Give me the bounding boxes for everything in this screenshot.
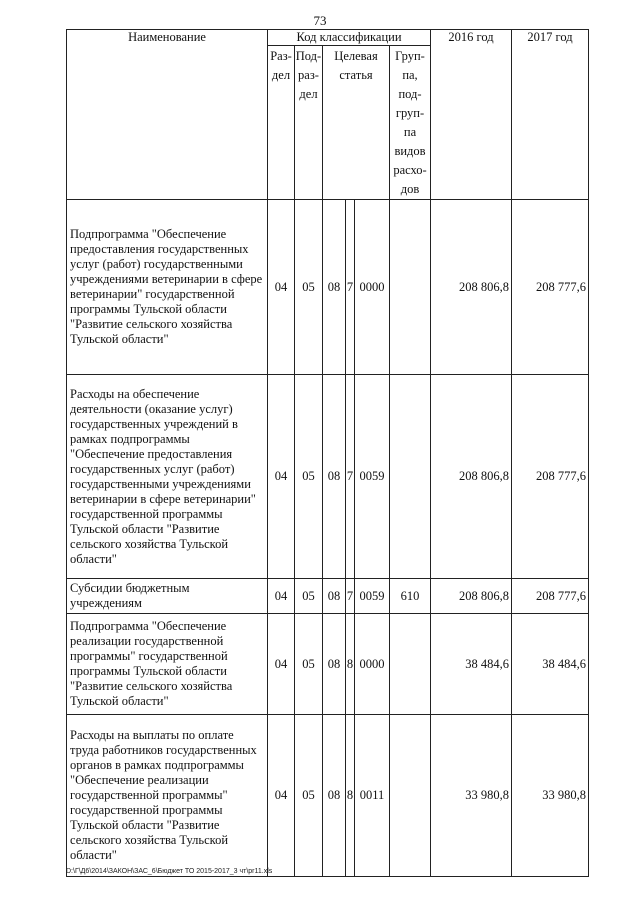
header-razdel: Раз- дел <box>268 46 295 200</box>
table-row <box>67 375 589 579</box>
row-expense-group <box>390 614 431 715</box>
row-target-direction: 0011 <box>355 715 390 877</box>
row-value-2017: 208 777,6 <box>512 375 589 579</box>
row-expense-group <box>390 200 431 375</box>
table-row <box>67 614 589 715</box>
row-target-subprogram: 8 <box>346 715 355 877</box>
header-target: Целевая статья <box>323 46 390 200</box>
row-target-subprogram: 7 <box>346 375 355 579</box>
row-name: Расходы на выплаты по оплате труда работников государственных органов в рамках подпрограммы "Обеспечение реализации государственной программы" государственной программы Тульской области "Развитие сельского хозяйства Тульской области" <box>67 715 268 877</box>
row-target-program: 08 <box>323 715 346 877</box>
row-name: Подпрограмма "Обеспечение реализации государственной программы" государственной программы Тульской области "Развитие сельского хозяйства Тульской области" <box>67 614 268 715</box>
row-value-2016: 208 806,8 <box>431 200 512 375</box>
table-row <box>67 579 589 614</box>
table-row <box>67 200 589 375</box>
row-name: Расходы на обеспечение деятельности (оказание услуг) государственных учреждений в рамках подпрограммы "Обеспечение предоставления государственных услуг (работ) государственными учреждениями ветеринарии в сфере ветеринарии" государственной программы Тульской области "Развитие сельского хозяйства Тульской области" <box>67 375 268 579</box>
row-target-program: 08 <box>323 200 346 375</box>
table-row <box>67 715 589 877</box>
row-expense-group <box>390 715 431 877</box>
row-podrazdel: 05 <box>295 614 323 715</box>
header-year-2016: 2016 год <box>431 30 512 200</box>
header-podrazdel: Под- раз- дел <box>295 46 323 200</box>
row-podrazdel: 05 <box>295 715 323 877</box>
row-value-2017: 208 777,6 <box>512 579 589 614</box>
row-name: Субсидии бюджетным учреждениям <box>67 579 268 614</box>
row-target-subprogram: 7 <box>346 579 355 614</box>
header-row-top <box>67 30 589 46</box>
row-target-program: 08 <box>323 614 346 715</box>
budget-table <box>66 29 589 877</box>
row-value-2016: 33 980,8 <box>431 715 512 877</box>
row-value-2017: 38 484,6 <box>512 614 589 715</box>
row-razdel: 04 <box>268 614 295 715</box>
row-target-direction: 0000 <box>355 200 390 375</box>
row-name: Подпрограмма "Обеспечение предоставления государственных услуг (работ) государственными учреждениями ветеринарии в сфере ветеринарии" государственной программы Тульской области "Развитие сельского хозяйства Тульской области" <box>67 200 268 375</box>
file-path-footer: D:\Г\Д6\2014\ЗАКОН\ЗАС_6\Бюджет ТО 2015-2017_3 чт\pr11.xls <box>66 868 273 875</box>
row-podrazdel: 05 <box>295 375 323 579</box>
row-razdel: 04 <box>268 200 295 375</box>
row-value-2016: 208 806,8 <box>431 579 512 614</box>
row-target-program: 08 <box>323 579 346 614</box>
row-target-direction: 0059 <box>355 579 390 614</box>
header-group: Груп- па, под- груп- па видов расхо- дов <box>390 46 431 200</box>
row-razdel: 04 <box>268 715 295 877</box>
row-expense-group: 610 <box>390 579 431 614</box>
row-value-2016: 38 484,6 <box>431 614 512 715</box>
row-razdel: 04 <box>268 375 295 579</box>
row-value-2017: 208 777,6 <box>512 200 589 375</box>
header-year-2017: 2017 год <box>512 30 589 200</box>
page-number: 73 <box>313 13 327 28</box>
row-value-2016: 208 806,8 <box>431 375 512 579</box>
header-code-group: Код классификации <box>268 30 431 46</box>
row-podrazdel: 05 <box>295 200 323 375</box>
row-value-2017: 33 980,8 <box>512 715 589 877</box>
row-expense-group <box>390 375 431 579</box>
row-razdel: 04 <box>268 579 295 614</box>
row-target-direction: 0000 <box>355 614 390 715</box>
header-name: Наименование <box>67 30 268 200</box>
row-podrazdel: 05 <box>295 579 323 614</box>
row-target-subprogram: 8 <box>346 614 355 715</box>
row-target-program: 08 <box>323 375 346 579</box>
row-target-subprogram: 7 <box>346 200 355 375</box>
row-target-direction: 0059 <box>355 375 390 579</box>
